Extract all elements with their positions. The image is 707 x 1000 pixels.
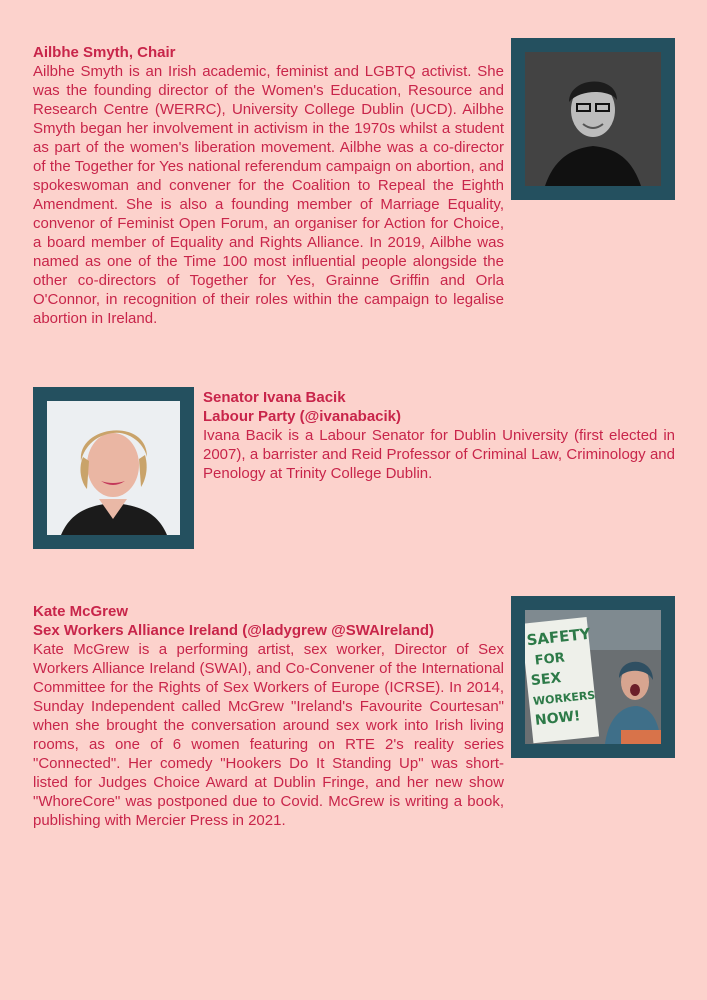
person-bio: Kate McGrew is a performing artist, sex worker, Director of Sex Workers Alliance Ireland (SWAI), and Co-Convener of the International Committee for the Rights of Sex Workers of Europe (ICRSE). In 2014, Sunday Independent called McGrew "Ireland's Favourite Courtesan" when she brought the conversation around sex work into Irish living rooms, as one of 6 women featuring on RTE 2's reality series "Connected". Her comedy "Hookers Do It Standing Up" was short-listed for Judges Choice Award at Dublin Fringe, and her new show "WhoreCore" was postponed due to Covid. McGrew is writing a book, publishing with Mercier Press in 2021. bbox=[33, 641, 504, 829]
sign-text: SEX bbox=[530, 670, 563, 690]
person-bio: Ailbhe Smyth is an Irish academic, feminist and LGBTQ activist. She was the founding director of the Women's Education, Resource and Research Centre (WERRC), University College Dublin (UCD). Ailbhe Smyth began her involvement in activism in the 1970s whilst a student as part of the women's liberation movement. Ailbhe was a co-director of the Together for Yes national referendum campaign on abortion, and spokeswoman and convener for the Coalition to Repeal the Eighth Amendment. She is also a founding member of Marriage Equality, convenor of Feminist Open Forum, an organiser for Action for Choice, a board member of Equality and Rights Alliance. In 2019, Ailbhe was named as one of the Time 100 most influential people alongside the other co-directors of Together for Yes, Grainne Griffin and Orla O'Connor, in recognition of their roles within the campaign to legalise abortion in Ireland. bbox=[33, 63, 504, 327]
person-affiliation: Sex Workers Alliance Ireland (@ladygrew @SWAIreland) bbox=[33, 622, 435, 639]
person-name: Senator Ivana Bacik bbox=[203, 389, 346, 406]
portrait-image bbox=[47, 401, 180, 535]
bio-ailbhe-smyth bbox=[33, 43, 504, 328]
photo-ailbhe-smyth bbox=[511, 38, 675, 200]
person-affiliation: Labour Party (@ivanabacik) bbox=[203, 408, 402, 425]
person-name: Kate McGrew bbox=[33, 603, 129, 620]
portrait-image bbox=[525, 610, 661, 744]
sign-text: SAFETY bbox=[525, 624, 592, 650]
sign-text: WORKERS bbox=[532, 688, 596, 708]
photo-ivana-bacik bbox=[33, 387, 194, 549]
photo-kate-mcgrew bbox=[511, 596, 675, 758]
person-bio: Ivana Bacik is a Labour Senator for Dublin University (first elected in 2007), a barrister and Reid Professor of Criminal Law, Criminology and Penology at Trinity College Dublin. bbox=[203, 427, 675, 482]
sign-text: FOR bbox=[534, 650, 566, 669]
sign-text: NOW! bbox=[534, 708, 582, 729]
bio-ivana-bacik bbox=[203, 388, 675, 483]
bio-kate-mcgrew bbox=[33, 602, 504, 830]
portrait-image bbox=[525, 52, 661, 186]
person-name: Ailbhe Smyth, Chair bbox=[33, 44, 176, 61]
